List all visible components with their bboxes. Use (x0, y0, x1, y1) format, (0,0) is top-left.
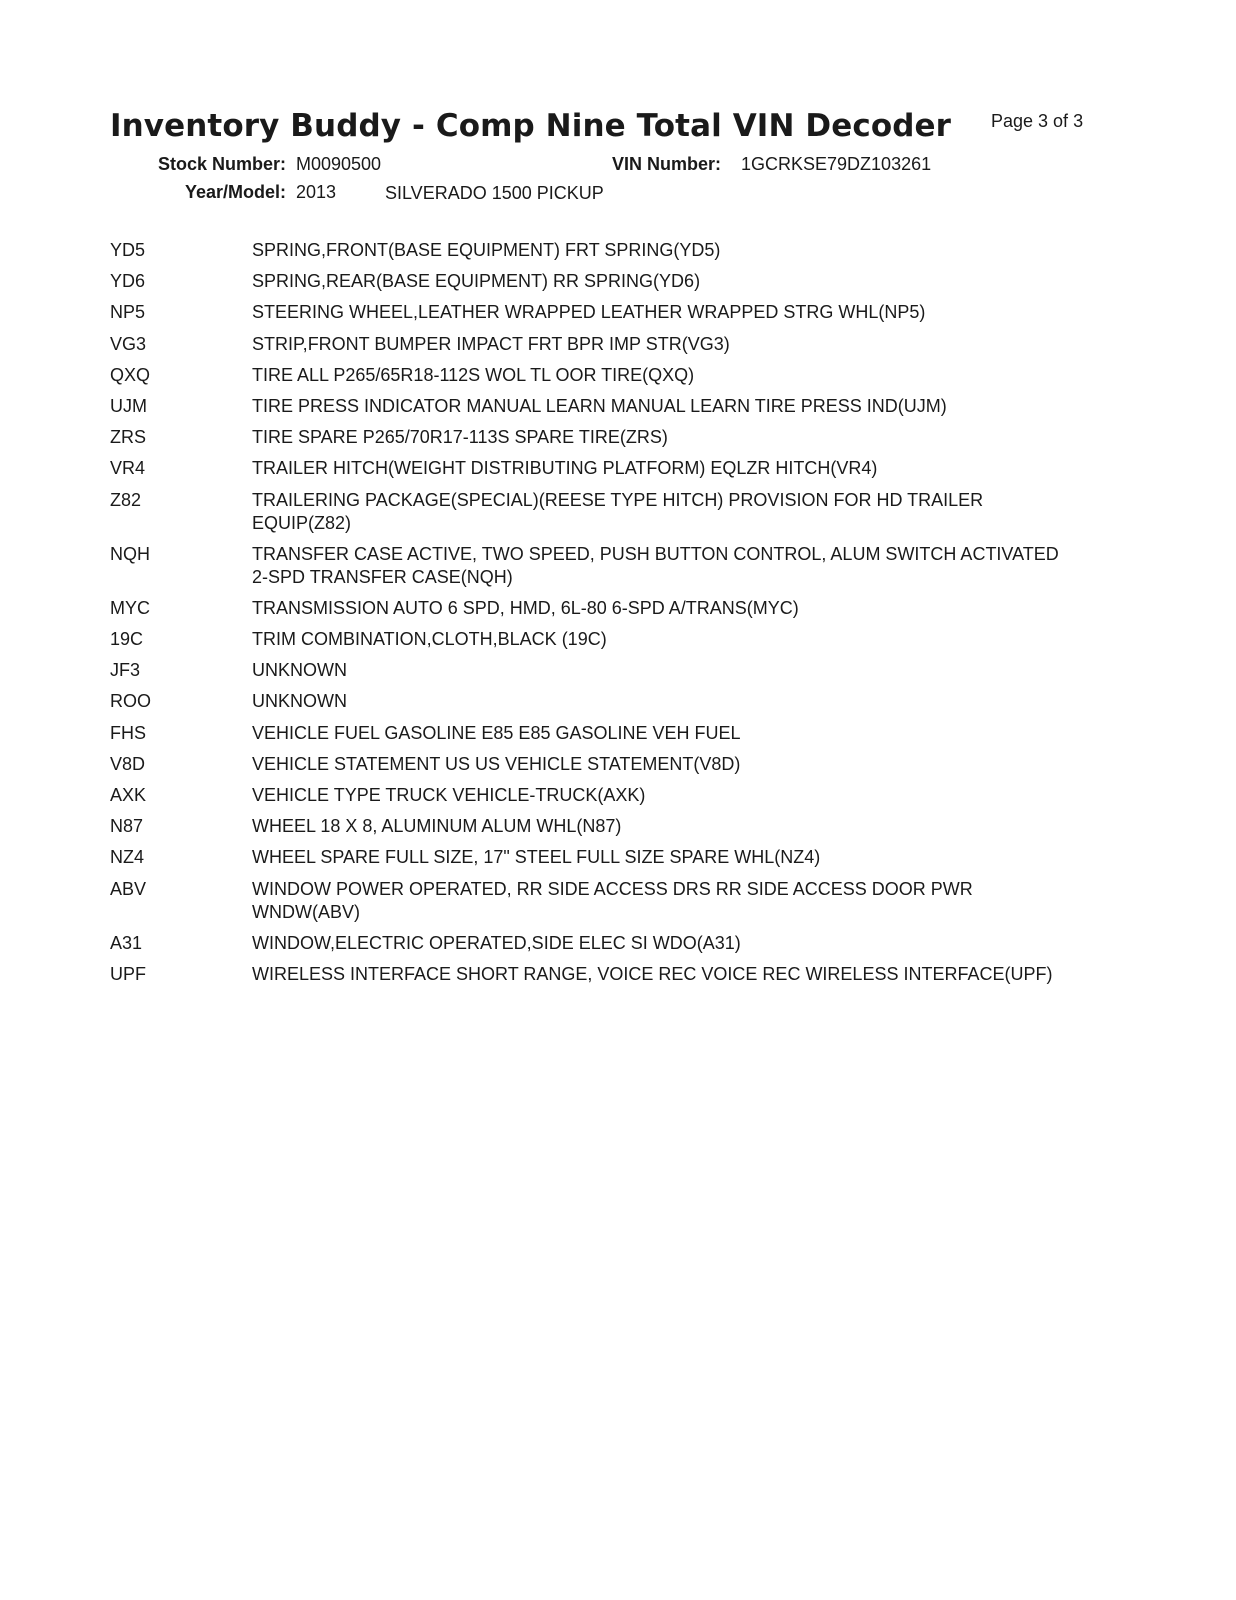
option-description: TRAILER HITCH(WEIGHT DISTRIBUTING PLATFORM) EQLZR HITCH(VR4) (252, 458, 878, 479)
option-description: TIRE ALL P265/65R18-112S WOL TL OOR TIRE(QXQ) (252, 364, 695, 385)
option-code: 19C (110, 629, 144, 650)
option-row (110, 333, 1110, 356)
option-description: SPRING,REAR(BASE EQUIPMENT) RR SPRING(YD6) (252, 271, 701, 292)
page-title: Inventory Buddy - Comp Nine Total VIN Decoder (110, 108, 952, 144)
option-code: FHS (110, 722, 146, 743)
vin-number-label: VIN Number: (612, 154, 722, 174)
option-row (110, 963, 1110, 986)
option-code: NZ4 (110, 847, 145, 868)
option-row (110, 457, 1110, 480)
option-code: UJM (110, 395, 147, 416)
option-description: VEHICLE STATEMENT US US VEHICLE STATEMENT(V8D) (252, 753, 741, 774)
option-row (110, 239, 1110, 262)
option-code: ZRS (110, 427, 146, 448)
option-code: A31 (110, 932, 143, 953)
option-row (110, 932, 1110, 955)
option-row (110, 784, 1110, 807)
option-code: ROO (110, 691, 152, 712)
option-row (110, 301, 1110, 324)
option-description: TRIM COMBINATION,CLOTH,BLACK (19C) (252, 629, 607, 650)
option-code: QXQ (110, 364, 151, 385)
option-code: ABV (110, 878, 147, 899)
option-code: Z82 (110, 489, 142, 510)
option-row (110, 364, 1110, 387)
option-code: NQH (110, 543, 150, 564)
model-name-value: SILVERADO 1500 PICKUP (385, 183, 604, 203)
option-description: WIRELESS INTERFACE SHORT RANGE, VOICE REC VOICE REC WIRELESS INTERFACE(UPF) (252, 963, 1053, 984)
option-row (110, 815, 1110, 838)
option-description: WINDOW,ELECTRIC OPERATED,SIDE ELEC SI WDO(A31) (252, 932, 741, 953)
option-row (110, 395, 1110, 418)
option-code: AXK (110, 785, 147, 805)
page-number: Page 3 of 3 (991, 111, 1084, 131)
option-description: TRAILERING PACKAGE(SPECIAL)(REESE TYPE HITCH) PROVISION FOR HD TRAILER EQUIP(Z82) (252, 489, 984, 533)
option-description: TRANSMISSION AUTO 6 SPD, HMD, 6L-80 6-SPD A/TRANS(MYC) (252, 597, 799, 618)
model-year-value: 2013 (296, 182, 337, 202)
option-description: WHEEL SPARE FULL SIZE, 17" STEEL FULL SIZE SPARE WHL(NZ4) (252, 847, 821, 868)
option-description: UNKNOWN (252, 691, 347, 712)
option-description: STRIP,FRONT BUMPER IMPACT FRT BPR IMP STR(VG3) (252, 333, 730, 354)
option-description: TRANSFER CASE ACTIVE, TWO SPEED, PUSH BUTTON CONTROL, ALUM SWITCH ACTIVATED 2-SPD TRANSFER CASE(NQH) (252, 543, 1059, 587)
option-code: UPF (110, 963, 146, 984)
option-code: V8D (110, 753, 146, 774)
option-row (110, 722, 1110, 745)
option-code: VR4 (110, 458, 146, 479)
option-row (110, 753, 1110, 776)
option-row (110, 270, 1110, 293)
option-code: VG3 (110, 333, 147, 354)
option-row (110, 543, 1110, 589)
option-code: MYC (110, 597, 150, 618)
option-row (110, 597, 1110, 620)
year-model-label: Year/Model: (184, 182, 286, 202)
option-row (110, 846, 1110, 869)
option-description: WHEEL 18 X 8, ALUMINUM ALUM WHL(N87) (252, 816, 622, 837)
option-row (110, 489, 1110, 535)
option-row (110, 426, 1110, 449)
option-row (110, 878, 1110, 924)
option-code: YD5 (110, 240, 146, 260)
option-description: VEHICLE TYPE TRUCK VEHICLE-TRUCK(AXK) (252, 785, 646, 805)
vin-number-value: 1GCRKSE79DZ103261 (741, 154, 932, 174)
option-code: NP5 (110, 302, 146, 323)
option-row (110, 690, 1110, 713)
stock-number-value: M0090500 (296, 154, 382, 174)
option-description: SPRING,FRONT(BASE EQUIPMENT) FRT SPRING(YD5) (252, 240, 721, 260)
option-description: STEERING WHEEL,LEATHER WRAPPED LEATHER WRAPPED STRG WHL(NP5) (252, 302, 926, 323)
option-description: UNKNOWN (252, 660, 347, 681)
option-description: TIRE SPARE P265/70R17-113S SPARE TIRE(ZRS) (252, 427, 668, 448)
option-row (110, 659, 1110, 682)
option-description: TIRE PRESS INDICATOR MANUAL LEARN MANUAL LEARN TIRE PRESS IND(UJM) (252, 395, 947, 416)
option-row (110, 628, 1110, 651)
option-description: VEHICLE FUEL GASOLINE E85 E85 GASOLINE VEH FUEL (252, 722, 741, 743)
option-code: JF3 (110, 660, 141, 681)
option-description: WINDOW POWER OPERATED, RR SIDE ACCESS DRS RR SIDE ACCESS DOOR PWR WNDW(ABV) (252, 878, 973, 922)
option-code-list (110, 239, 1110, 994)
option-code: N87 (110, 816, 144, 837)
option-code: YD6 (110, 271, 146, 292)
stock-number-label: Stock Number: (157, 154, 286, 174)
